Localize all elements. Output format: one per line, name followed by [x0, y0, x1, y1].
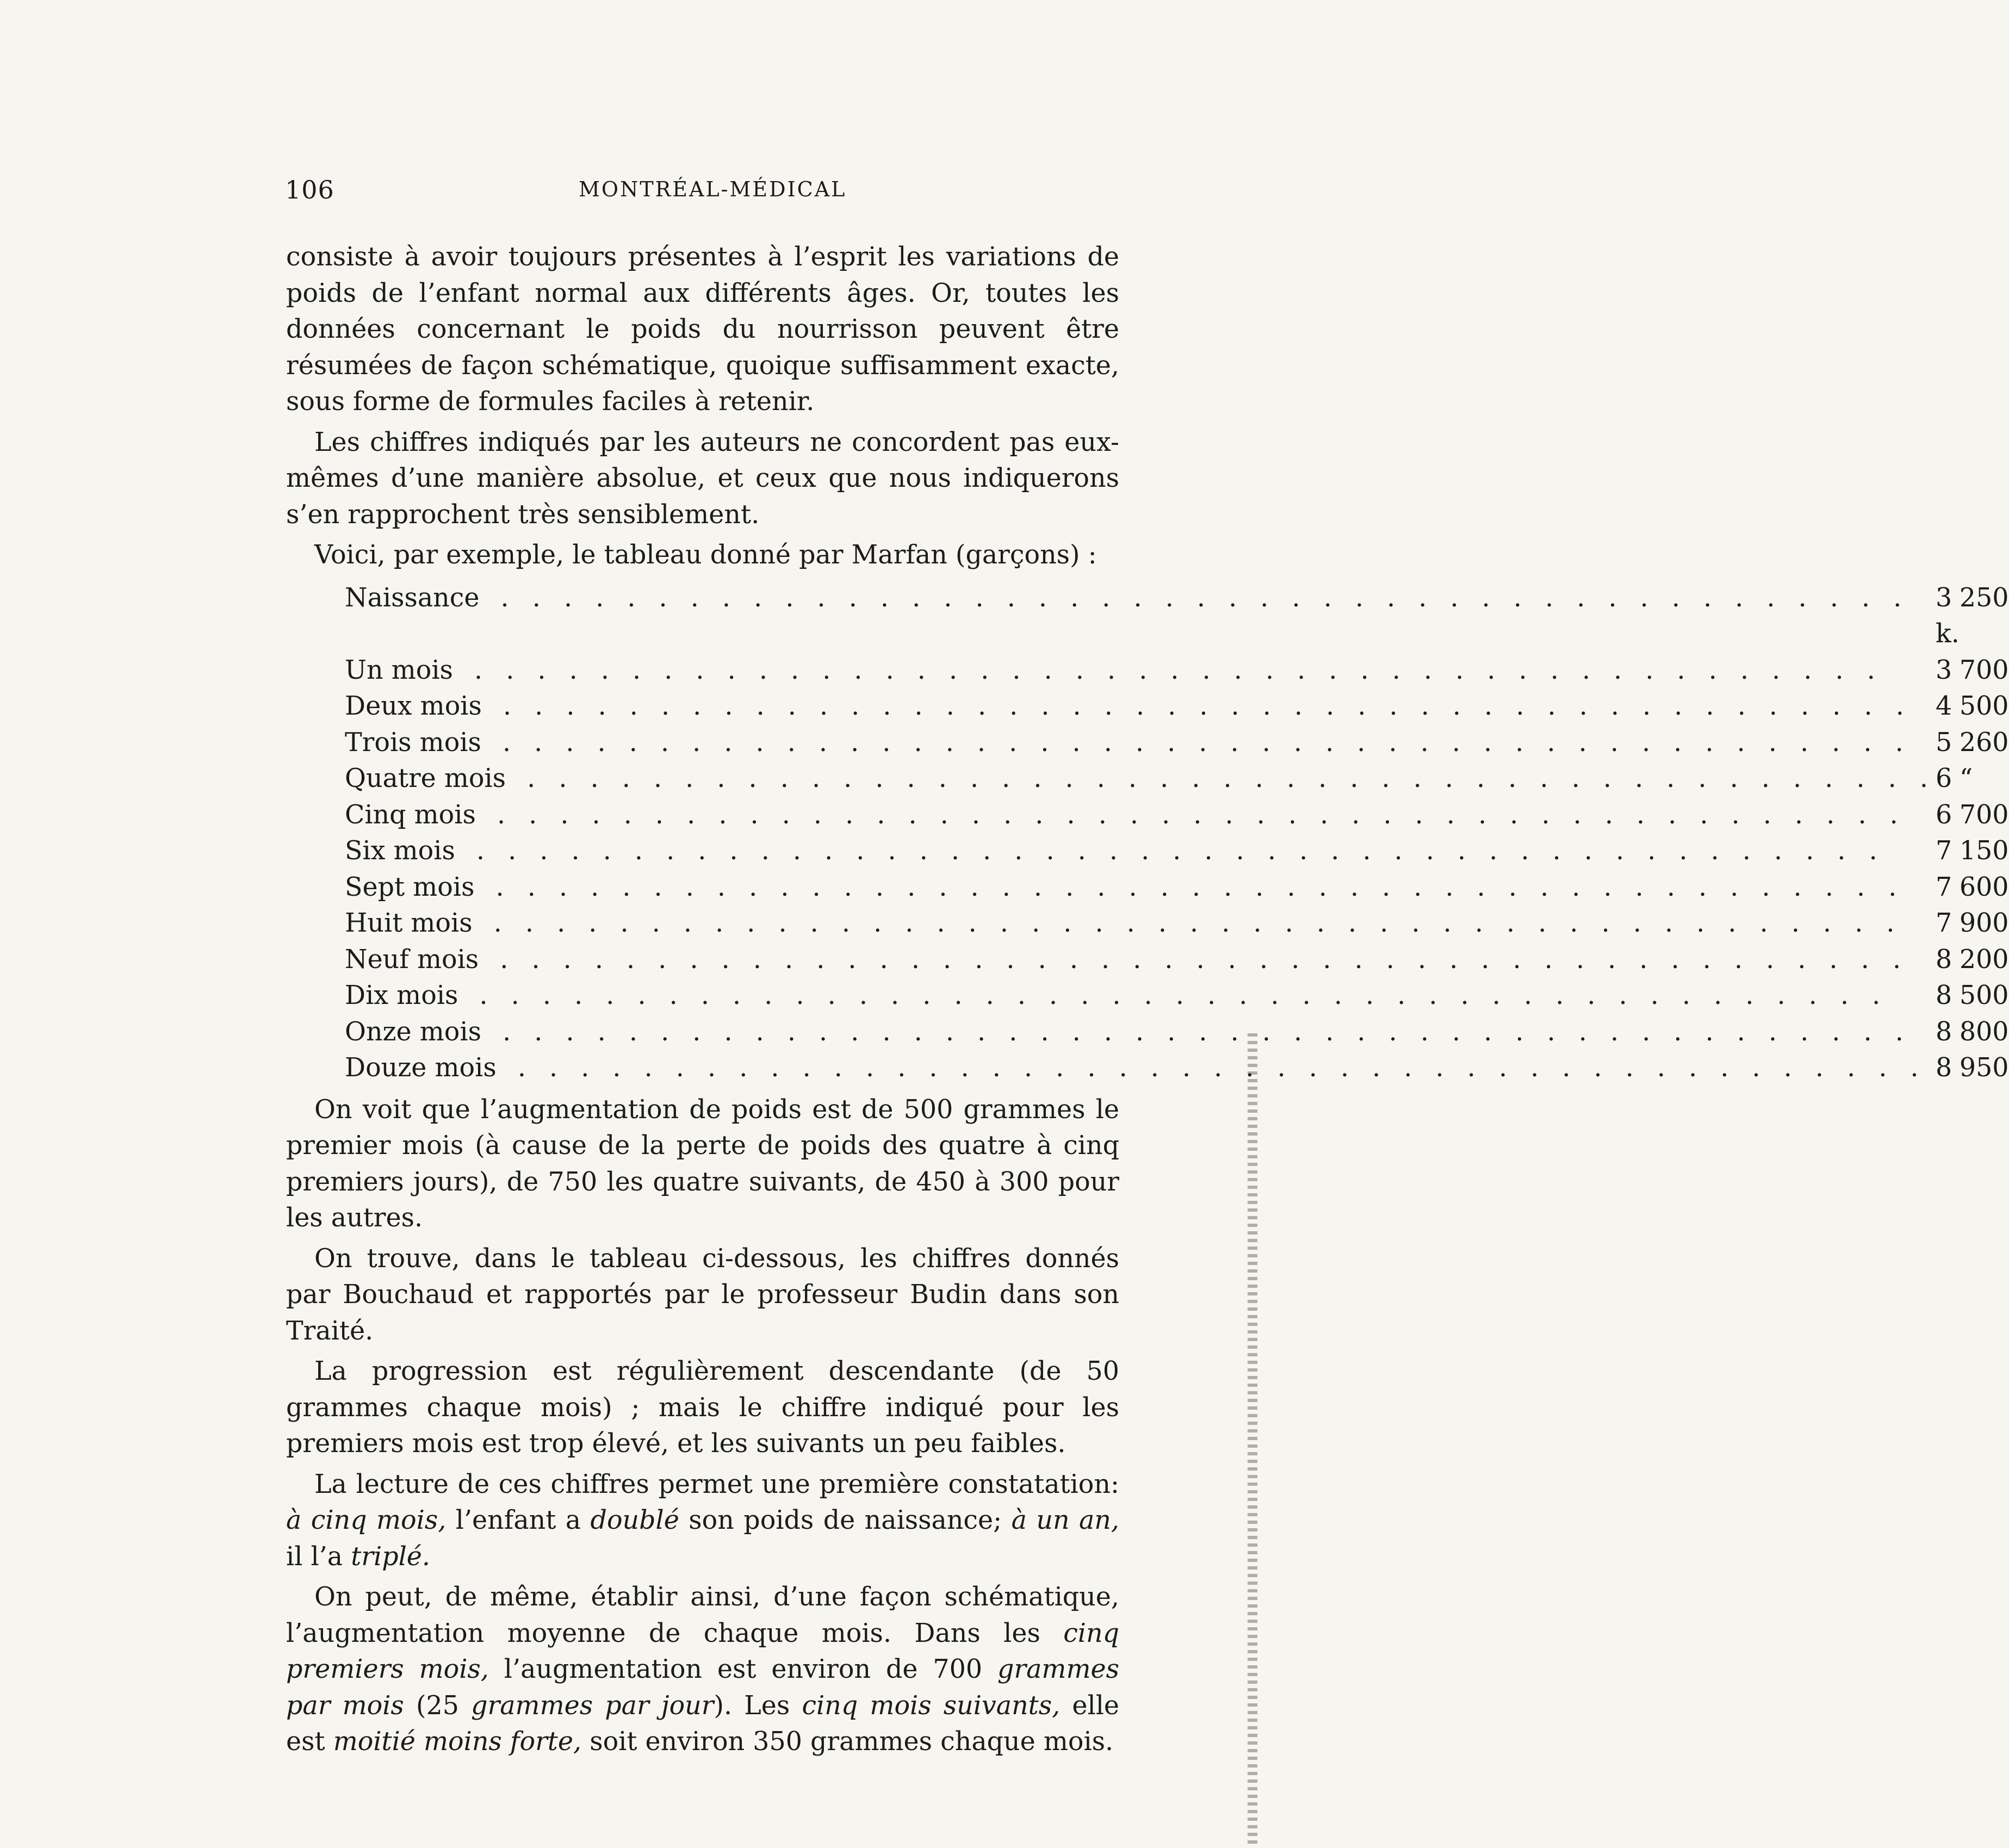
row-kg: 3 [1935, 655, 1952, 685]
row-g: 500 [1959, 691, 2009, 721]
italic-run: grammes par jour [471, 1690, 714, 1721]
row-kg: 7 [1935, 836, 1952, 866]
row-g: “ [1959, 764, 1973, 793]
row-kg: 5 [1935, 727, 1952, 758]
paragraph-3: Voici, par exemple, le tableau donné par Marfan (garçons) : [314, 540, 1097, 570]
weight-table [345, 580, 2009, 1087]
row-label: Quatre mois [345, 764, 511, 793]
page-number: 106 [285, 175, 334, 204]
text-run: son poids de naissance; [679, 1505, 1012, 1535]
table-row [345, 580, 2009, 653]
table-row [345, 906, 2009, 942]
row-g: 950 [1959, 1053, 2009, 1083]
italic-run: grammes par mois [286, 1654, 1119, 1721]
row-label: Six mois [345, 836, 461, 866]
row-kg: 8 [1935, 1016, 1952, 1047]
row-kg: 6 [1935, 799, 1952, 830]
row-g: 200 [1959, 944, 2009, 975]
paragraph-2: Les chiffres indiqués par les auteurs ne concordent pas eux-mêmes d’une manière absolue, et ceux que nous indiquerons s’en rapprochent très sensiblement. [286, 427, 1119, 530]
row-kg: 7 [1935, 908, 1952, 938]
row-kg: 8 [1935, 1053, 1952, 1083]
running-head [285, 175, 1079, 208]
text-run: (25 [404, 1690, 472, 1721]
row-label: Trois mois [345, 728, 487, 758]
row-kg: 4 [1935, 691, 1952, 721]
row-kg: 7 [1935, 872, 1952, 902]
scan-edge-artifact [1248, 1033, 1257, 1848]
body-text [286, 239, 2009, 1760]
row-g: 700 [1959, 799, 2009, 830]
italic-run: à cinq mois, [286, 1505, 447, 1535]
table-row [345, 978, 2009, 1014]
italic-run: triplé. [351, 1541, 430, 1572]
table-row [345, 689, 2009, 725]
row-g: 150 [1959, 836, 2009, 866]
italic-run: cinq premiers mois, [286, 1618, 1119, 1684]
text-run: l’augmentation est environ de 700 [488, 1654, 997, 1684]
paragraph-4: On voit que l’augmentation de poids est de 500 grammes le premier mois (à cause de la perte de poids des quatre à cinq premiers jours), de 750 les quatre suivants, de 450 à 300 pour les autres. [286, 1094, 1119, 1233]
row-label: Cinq mois [345, 800, 481, 830]
paragraph-8 [286, 1579, 1119, 1760]
row-label: Onze mois [345, 1017, 487, 1047]
italic-run: doublé [590, 1505, 679, 1535]
row-g: 700 [1959, 655, 2009, 685]
table-row [345, 1014, 2009, 1051]
paragraph-1: consiste à avoir toujours présentes à l’esprit les variations de poids de l’enfant normal aux différents âges. Or, toutes les données concernant le poids du nourrisson peuvent être résumées de façon schématique, quoique suffisamment exacte, sous forme de formules faciles à retenir. [286, 242, 1119, 417]
row-kg: 8 [1935, 981, 1952, 1010]
table-row [345, 870, 2009, 906]
row-label: Deux mois [345, 691, 487, 721]
italic-run: à un an, [1011, 1505, 1119, 1535]
row-label: Naissance [345, 583, 485, 613]
row-label: Neuf mois [345, 945, 484, 975]
text-run: l’enfant a [446, 1505, 591, 1535]
row-g: 900 [1959, 908, 2009, 938]
paragraph-6: La progression est régulièrement descendante (de 50 grammes chaque mois) ; mais le chiffre indiqué pour les premiers mois est trop élevé, et les suivants un peu faibles. [286, 1356, 1119, 1459]
row-g: 800 [1959, 1016, 2009, 1047]
table-row [345, 653, 2009, 689]
table-row [345, 833, 2009, 870]
row-label: Un mois [345, 655, 458, 685]
italic-run: moitié moins forte, [333, 1727, 582, 1757]
row-g: 500 [1959, 981, 2009, 1010]
table-row [345, 1050, 2009, 1087]
row-label: Huit mois [345, 908, 478, 938]
row-kg: 8 [1935, 944, 1952, 975]
row-label: Sept mois [345, 872, 480, 902]
text-run: elle est [286, 1690, 1120, 1757]
row-kg: 3 k. [1935, 582, 1960, 649]
journal-title: MONTRÉAL-MÉDICAL [579, 177, 847, 201]
paragraph-5: On trouve, dans le tableau ci-dessous, les chiffres donnés par Bouchaud et rapportés par le professeur Budin dans son Traité. [286, 1243, 1119, 1346]
text-run: soit environ 350 grammes chaque mois. [581, 1727, 1114, 1757]
row-g: 600 [1959, 872, 2009, 902]
table-row [345, 761, 2009, 797]
paragraph-7 [286, 1467, 1119, 1576]
text-run: On peut, de même, établir ainsi, d’une façon schématique, l’augmentation moyenne de chaque mois. Dans les [286, 1582, 1119, 1648]
row-g: 250 [1959, 582, 2009, 613]
table-row [345, 942, 2009, 978]
row-label: Dix mois [345, 981, 463, 1010]
table-row [345, 725, 2009, 761]
row-g: 260 [1959, 727, 2009, 758]
text-run: La lecture de ces chiffres permet une première constatation: [314, 1469, 1119, 1499]
row-kg: 6 [1935, 764, 1952, 793]
text-run: ). Les [714, 1690, 802, 1721]
table-row [345, 797, 2009, 834]
text-run: il l’a [286, 1541, 351, 1572]
row-label: Douze mois [345, 1053, 502, 1083]
italic-run: cinq mois suivants, [802, 1690, 1061, 1721]
